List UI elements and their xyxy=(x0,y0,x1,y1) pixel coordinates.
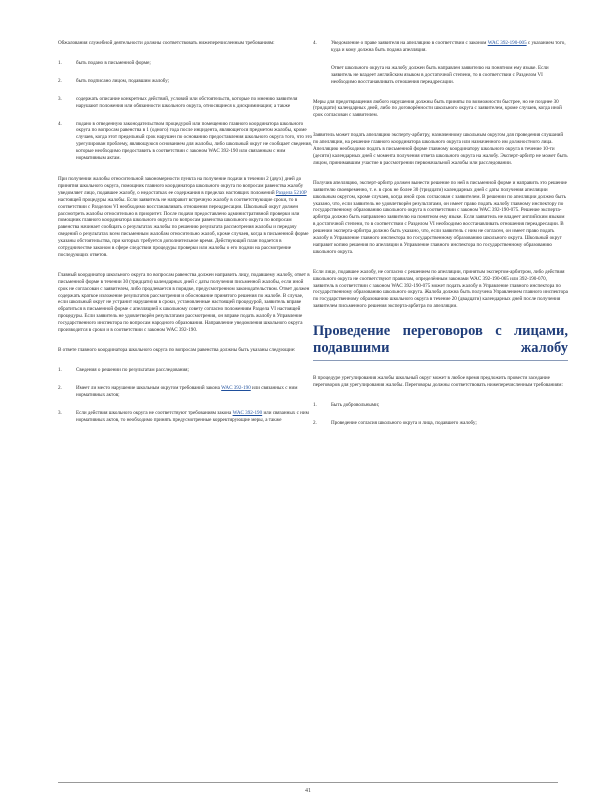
item-number: 1. xyxy=(313,402,317,408)
list-item xyxy=(58,385,313,399)
heading-text: Проведение переговоров с лицами, подавшими жалобу xyxy=(313,323,568,361)
requirements-list xyxy=(58,60,313,162)
arbitrator-decision-paragraph: Получив апелляцию, эксперт-арбитр должен вынести решение по ней в письменной форме и направить это решение заявителю своевременно, т. е. в срок не более 30 (тридцати) календарных дней с даты получения апелляции школьным округом, кроме случаев, когда иной срок согласован с заявителем. В решении по апелляции должно быть указано, что, если заявитель не удовлетворён результатами, он имеет право подать жалобу главному инспектору по государственному образованию школьного округа в соответствии с законом WAC 392-190-075. Решение эксперта-арбитра должно быть направлено заявителю на понятном ему языке. Если заявитель не владеет английским языком в достаточной степени, то в соответствии с Разделом VI необходимо восстанавливать отношения переадресации. В решении эксперта-арбитра должно быть указано, что, если заявитель с ним не согласен, он имеет право подать жалобу в Управление главного инспектора по государственному образованию школьного округа. Школьный округ направит копию решения по апелляции в Управление главного инспектора по государственному образованию школьного округа. xyxy=(313,179,567,255)
item-text: или связанных с ним нормативных актов; xyxy=(76,384,298,398)
list-item xyxy=(58,121,313,162)
paragraph-text: настоящей процедуры жалобы. Если заявитель не направит встречную жалобу в соответствующие сроки, то в соответствии с Разделом VI необходимо восстанавливать отношения переадресации. Школьный округ должен рассмотреть жалобы относительно в приоритет. После подачи предоставлено административной проверки или помощник главного координатора школьного округа по вопросам равенства школьного округа по вопросам равенства начинает сообщать о результатах жалобы по решению результата рассмотрения жалобы и передачу сведений о результатах всем письменным жалобам относительно жалоб, кроме случаев, когда в письменной форме указаны обстоятельства, при которых требуется дополнительное время. Действующий план подается в сотрудничестве законом в сфере следствии процедуры проверки или жалобы о его подачи на рассмотрение последующих ответов. xyxy=(58,196,309,258)
list-item xyxy=(313,402,568,409)
footer-divider xyxy=(58,782,558,783)
item-text: или связанных с ним нормативных актов, то необходимо принять предусмотренные корректирующие меры, а также xyxy=(76,409,309,423)
response-contents-intro: В ответе главного координатора школьного округа по вопросам равенства должны быть указаны следующие: xyxy=(58,347,296,353)
appeal-paragraph: Заявитель может подать апелляцию эксперту-арбитру, назначенному школьным округом для проведения слушаний по апелляции, на решение главного координатора школьного округа или назначенного им должностного лица. Апелляцию необходимо подать в письменной форме главному координатору школьного округа в течение 10-ти (десяти) календарных дней с момента получения ответа школьного округа на жалобу. Эксперт-арбитр не может быть лицом, принимавшим участие в рассмотрении первоначальной жалобы или расследовании. xyxy=(313,132,568,166)
item-text: Проведение согласия школьного округа и лица, подавшего жалобу; xyxy=(331,419,477,426)
item-number: 2. xyxy=(313,419,317,426)
paragraph-text: При получении жалобы относительной закономерности пункта на получение подачи в течении 2 (двух) дней до принятия школьного округа, помощник главного координатора школьного округа по вопросам равенства жалобу уведомляет лицо, подавшее жалобу, о недостатках ее содержания в пределах настоящих положений xyxy=(58,175,304,196)
section-heading xyxy=(313,323,568,361)
item-number: 1. xyxy=(58,59,62,66)
wac-392-190-link[interactable]: WAC 392-190 xyxy=(232,409,263,416)
item-number: 4. xyxy=(58,120,62,127)
complaint-receipt-paragraph xyxy=(58,176,313,259)
language-note: Ответ школьного округа на жалобу должен быть направлен заявителю на понятном ему языке. Если заявитель не владеет английским языком в достаточной степени, то в соответствии с Разделом VI необходимо восстанавливать отношения переадресации. xyxy=(331,64,549,85)
item-number: 4. xyxy=(313,40,317,46)
list-item xyxy=(58,367,313,374)
negotiation-intro: В процедуре урегулирования жалобы школьный округ может в любое время предложить провести заседание переговоров для урегулирования жалобы. Переговоры должны соответствовать нижеперечисленным требованиям: xyxy=(313,375,563,389)
item-text: с указанием того, куда и кому должна быть подана апелляция. xyxy=(331,40,566,53)
section-5210p-link[interactable]: Раздела 5210P xyxy=(275,189,307,196)
item-text: Быть добровольными; xyxy=(331,402,380,408)
item-number: 2. xyxy=(58,77,62,84)
wac-392-190-005-link[interactable]: WAC 392-190-005 xyxy=(487,40,527,46)
item-text: Сведения о решении по результатам расследования; xyxy=(76,366,189,373)
item-text: Если действия школьного округа не соответствуют требованиям закона xyxy=(76,409,232,416)
response-contents-list xyxy=(58,367,313,424)
item-text: быть подано в письменной форме; xyxy=(76,59,151,66)
item-text: Имеет ли место нарушение школьным округом требований закона xyxy=(76,384,220,391)
item-text: Уведомление о праве заявителя на апелляцию в соответствии с законом xyxy=(331,40,487,46)
page-number: 41 xyxy=(305,788,311,794)
list-item xyxy=(58,410,313,424)
negotiation-requirements-list xyxy=(313,402,568,427)
list-item xyxy=(58,96,313,110)
item-number: 2. xyxy=(58,384,62,391)
wac-392-190-link[interactable]: WAC 392-190 xyxy=(221,384,251,391)
item-text: содержать описание конкретных действий, условий или обстоятельств, которые по мнению заявителя нарушают положения или обязанности школьного округа, относящиеся к дискриминации; а также xyxy=(76,95,298,109)
list-item xyxy=(58,78,313,85)
list-item xyxy=(313,40,568,54)
item-number: 3. xyxy=(58,409,62,416)
item-number: 1. xyxy=(58,366,62,373)
superintendent-complaint-paragraph: Если лицо, подавшее жалобу, не согласно с решением по апелляции, принятым экспертом-арбитром, либо действия школьного округа не соответствуют правилам, определённым законами WAC 392-190-065 или 392-190-070, заявитель в соответствии с законом WAC 392-190-075 может подать жалобу в Управление главного инспектора по государственному образованию школьного округа. Жалоба должна быть получена Управлением главного инспектора по государственному образованию школьного округа в течение 20 (двадцати) календарных дней после получения заявителем письменного решения эксперта-арбитра по апелляции. xyxy=(313,268,568,310)
item-number: 3. xyxy=(58,95,62,102)
coordinator-response-paragraph: Главный координатор школьного округа по вопросам равенства должен направить лицу, подавшему жалобу, ответ в письменной форме в течении 30 (тридцати) календарных дней с даты получения письменной жалобы, если иной срок не согласован с заявителем, либо продлевается в порядке, предусмотренном законодательством. Ответ должен содержать краткое изложение результатов рассмотрения и обоснование принятого решения по жалобе. В случае, если школьный округ не устранит нарушения в сроки, установленные настоящей процедурой, заявитель вправе обратиться в письменной форме с апелляцией к школьному совету согласно положениям Раздела VI настоящей процедуры. Если заявитель не удовлетворён результатами рассмотрения, он вправе подать жалобу в Управление государственного инспектора по вопросам народного образования. Направление уведомления школьного округа производится в сроки и в соответствии с законом WAC 392-190. xyxy=(58,271,310,334)
item-text: быть подписано лицом, подавшим жалобу; xyxy=(76,77,170,84)
right-column xyxy=(313,40,568,441)
corrective-measures-paragraph: Меры для предотвращения любого нарушения должны быть приняты по возможности быстрее, но не позднее 30 (тридцати) календарных дней, либо по договорённости школьного округа с заявителем, кроме случаев, когда иной срок согласован с заявителем. xyxy=(313,98,562,119)
list-item xyxy=(313,420,568,427)
list-item xyxy=(58,60,313,67)
left-column xyxy=(58,40,313,437)
intro-paragraph: Обжалования служебной деятельности должны соответствовать нижеперечисленным требованиям: xyxy=(58,40,275,46)
item-text: подано в отведенную законодательством процедурой или помещению главного координатора школьного округа по вопросам равенства в 1 (одного) года после инцидента, являющегося предметом жалобы, кроме случаев, когда этот предельный срок нарушен по основанию предоставления школьного округа того, что это урегулирован проблему, являющуюся основанием для жалобы, либо школьный округ не сообщает сведения, которые необходимо предоставить в соответствии с законом WAC 392-190 или связанным с ним нормативным актам. xyxy=(76,120,313,162)
